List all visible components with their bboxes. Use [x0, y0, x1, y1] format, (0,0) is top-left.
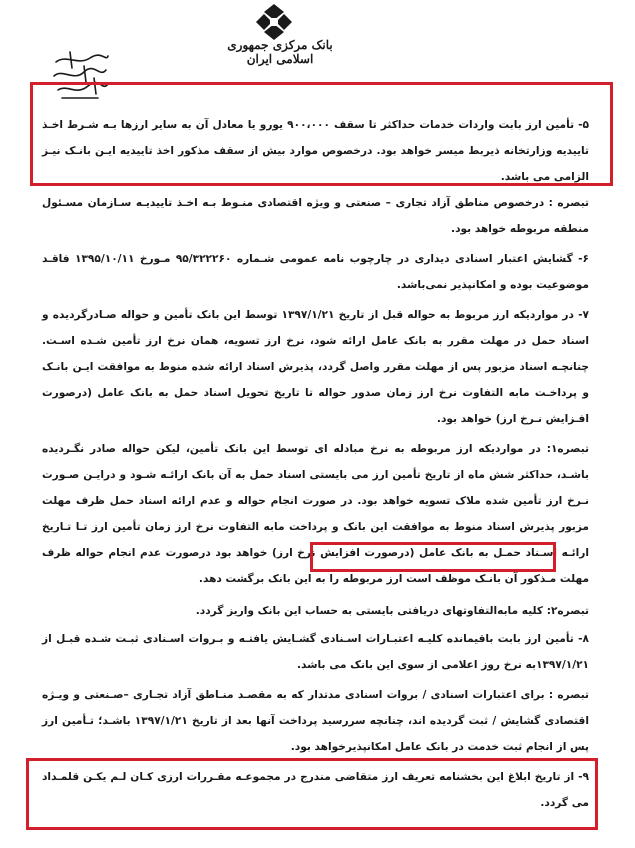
clause-9-text: ۹- از تاریخ ابلاغ این بخشنامه تعریف ارز متقاضی مندرج در مجموعـه مقـررات ارزی کـان لـم یکـن قلمـداد می گردد. — [42, 771, 589, 809]
note-2-text: تبصره۲: کلیه مابه‌التفاوتهای دریافتی بایستی به حساب این بانک واریز گردد. — [195, 605, 589, 617]
note-mature-lc — [42, 682, 589, 760]
note-mature-lc-text: تبصره : برای اعتبارات اسنادی / بروات اسنادی مدتدار که به مقصـد منـاطق آزاد تجـاری –صـنعتی و ویـژه اقتصادی گشایش / ثبت گردیده اند، چنانچه سررسید پرداخت آنها بعد از تاریخ ۱۳۹۷/۱/۲۱ باشـد؛ تـأمین ارز پس از انجام ثبت خدمت در بانک عامل امکانپذیرخواهد بود. — [42, 689, 589, 753]
note-free-zones-text: تبصره : درخصوص مناطق آزاد تجاری – صنعتی و ویژه اقتصادی منـوط بـه اخـذ تاییدیـه سـازمان مسـئول منطقه مربوطه خواهد بود. — [42, 197, 589, 235]
clause-6 — [42, 246, 589, 298]
highlight-box-clause-5 — [30, 82, 613, 186]
clause-6-text: ۶- گشایش اعتبار اسنادی دیداری در چارچوب نامه عمومی شـماره ۹۵/۳۲۲۲۶۰ مـورخ ۱۳۹۵/۱۰/۱۱ فاقـد موضوعیت بوده و امکانپذیر نمی‌باشد. — [42, 253, 589, 291]
bank-logo-icon — [254, 2, 294, 42]
bank-name: بانک مرکزی جمهوری اسلامی ایران — [227, 38, 333, 66]
clause-7-text: ۷- در مواردیکه ارز مربوط به حواله قبل از تاریخ ۱۳۹۷/۱/۲۱ توسط این بانک تأمین و حواله صـادرگردیده و اسناد حمل در مهلت مقرر به بانک عامل ارائه شود، نرخ ارز تسویه، همان نرخ ارز تأمین شـده اسـت. چنانچـه اسناد مزبور پس از مهلت مقرر واصل گردد، پذیرش اسناد ارائه شده منوط به موافقت ایـن بانـک و پرداخـت مابه التفاوت نرخ ارز زمان صدور حواله تا تاریخ تحویل اسناد حمل به بانک عامل (درصورت افـزایش نـرخ ارز) خواهد بود. — [42, 309, 590, 425]
clause-8 — [42, 626, 589, 678]
clause-8-text: ۸- تأمین ارز بابت باقیمانده کلیـه اعتبـارات اسـنادی گشـایش یافتـه و بـروات اسـنادی ثبـت شـده قبـل از ۱۳۹۷/۱/۲۱به نرخ روز اعلامی از سوی این بانک می باشد. — [42, 633, 589, 671]
clause-5-text: ۵- تأمین ارز بابت واردات خدمات حداکثر تا سقف ۹۰۰،۰۰۰ یورو یا معادل آن به سایر ارزها بـه شـرط اخـذ تاییدیه وزارتخانه ذیربط میسر خواهد بود. درخصوص موارد بیش از سقف مذکور اخذ تاییدیه ایـن بانـک نیـز الزامی می باشد. — [42, 119, 590, 183]
highlight-box-clause-9 — [26, 758, 598, 830]
note-1-text: تبصره۱: در مواردیکه ارز مربوطه به نرخ مبادله ای توسط این بانک تأمین، لیکن حواله صادر نگـردیده باشـد، حداکثر شش ماه از تاریخ تأمین ارز می بایستی اسناد حمل به آن بانک ارائـه شـود و درایـن صـورت نـرخ ارز تأمین شده ملاک تسویه خواهد بود. در صورت انجام حواله و عدم ارائه اسناد حمل ظرف مهلت مزبور پذیرش اسناد منوط به موافقت این بانک و پرداخت مابه التفاوت نرخ ارز زمان تأمین ارز تـا تـاریخ ارائـه اسـناد حمـل به بانک عامل (درصورت افزایش نرخ ارز) خواهد بود درصورت عدم انجام حواله ظرف مهلت مـذکور آن بانـک موظف است ارز مربوطه را به این بانک برگشت دهد. — [42, 443, 589, 585]
highlight-box-note-1 — [310, 542, 556, 572]
clause-7 — [42, 302, 589, 432]
note-free-zones — [42, 190, 589, 242]
note-2 — [42, 598, 589, 624]
